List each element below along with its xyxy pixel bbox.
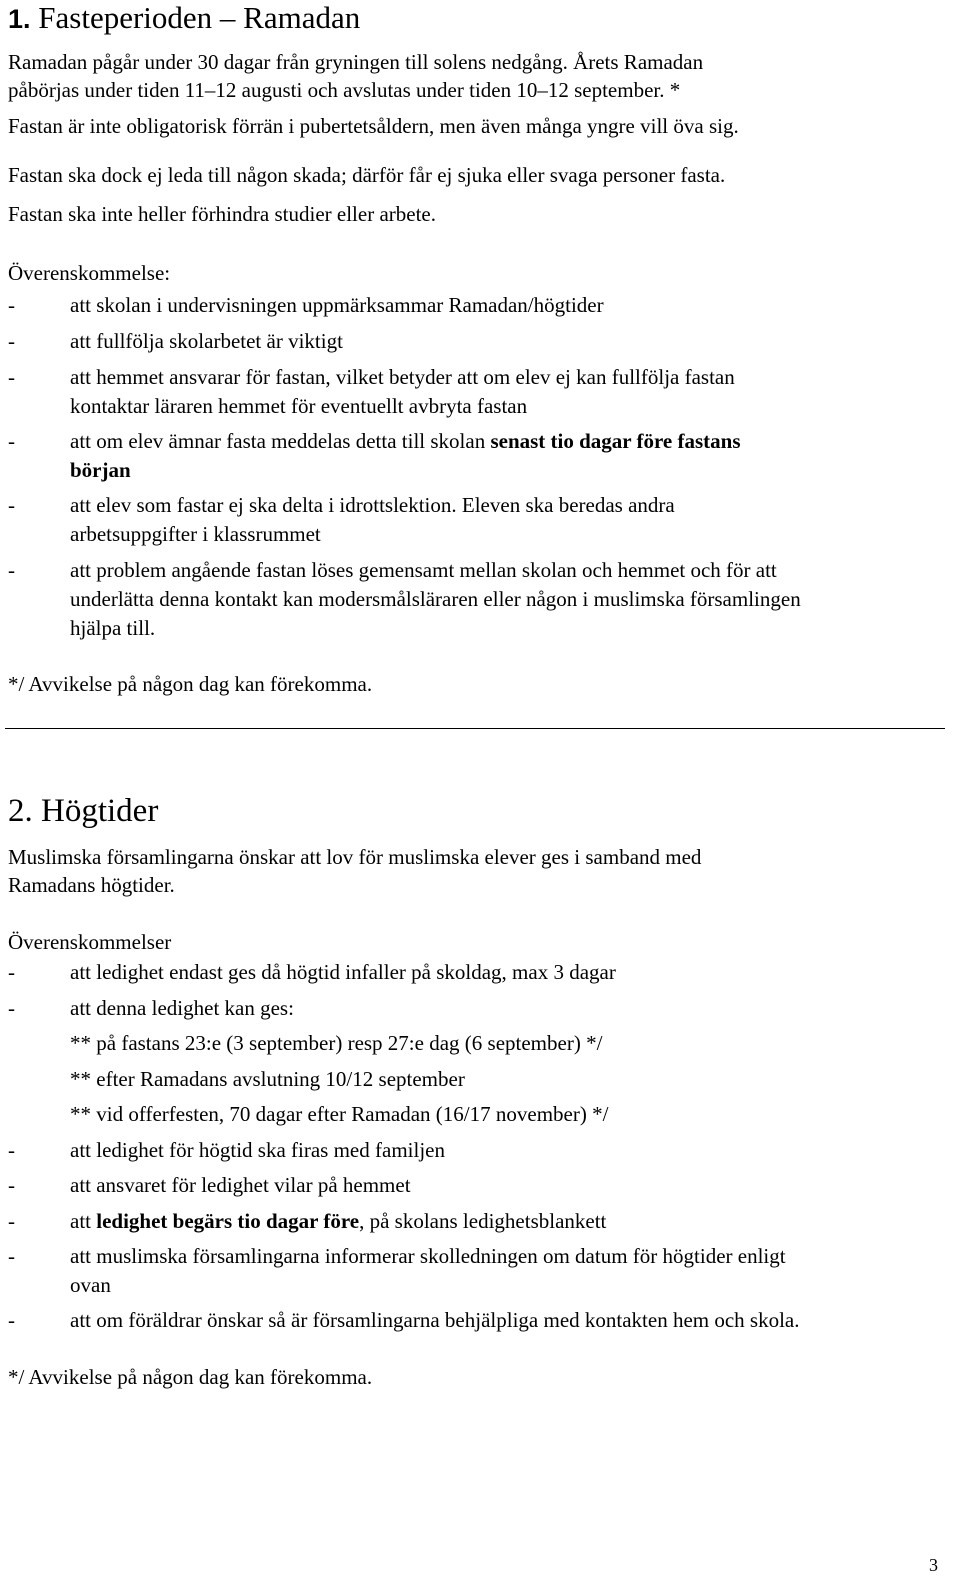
list-item: [70, 431, 741, 452]
list-item: att ledighet för högtid ska firas med familjen: [70, 1138, 445, 1162]
list-dash: -: [8, 293, 15, 317]
list-item: att om föräldrar önskar så är församlingarna behjälpliga med kontakten hem och skola.: [70, 1308, 800, 1332]
list-item-continuation: underlätta denna kontakt kan modersmålsläraren eller någon i muslimska församlingen: [70, 587, 801, 611]
section-divider: [5, 728, 945, 729]
section1-title: Fasteperioden – Ramadan: [38, 0, 361, 35]
list-item-continuation: arbetsuppgifter i klassrummet: [70, 522, 321, 546]
section2-intro-line: Ramadans högtider.: [8, 873, 175, 897]
list-dash: -: [8, 558, 15, 582]
list-item: att fullfölja skolarbetet är viktigt: [70, 329, 343, 353]
list-dash: -: [8, 1244, 15, 1268]
list-item: att denna ledighet kan ges:: [70, 996, 294, 1020]
list-item-continuation: hjälpa till.: [70, 616, 156, 640]
list-dash: -: [8, 1308, 15, 1332]
section1-intro-line: Fastan ska inte heller förhindra studier eller arbete.: [8, 202, 436, 226]
section1-intro-line: Fastan är inte obligatorisk förrän i pubertetsåldern, men även många yngre vill öva sig.: [8, 114, 739, 138]
section2-number: 2.: [8, 793, 33, 829]
list-item: att muslimska församlingarna informerar skolledningen om datum för högtider enligt: [70, 1244, 786, 1268]
list-item-continuation: ovan: [70, 1273, 111, 1297]
section1-intro-line: påbörjas under tiden 11–12 augusti och avslutas under tiden 10–12 september. *: [8, 78, 681, 102]
list-dash: -: [8, 1209, 15, 1233]
list-item: att ledighet endast ges då högtid infaller på skoldag, max 3 dagar: [70, 960, 616, 984]
list-item-text: att om elev ämnar fasta meddelas detta till skolan: [70, 429, 491, 453]
page-number: 3: [929, 1555, 938, 1575]
sub-list-item: ** på fastans 23:e (3 september) resp 27:e dag (6 september) */: [70, 1031, 603, 1055]
list-item: [70, 1211, 606, 1232]
section1-number: 1.: [8, 4, 31, 34]
emphasis-text: ledighet begärs tio dagar före: [96, 1209, 360, 1233]
list-dash: -: [8, 1138, 15, 1162]
list-dash: -: [8, 960, 15, 984]
list-dash: -: [8, 1173, 15, 1197]
list-dash: -: [8, 429, 15, 453]
list-dash: -: [8, 493, 15, 517]
section2-footnote: */ Avvikelse på någon dag kan förekomma.: [8, 1365, 373, 1389]
list-item: att ansvaret för ledighet vilar på hemmet: [70, 1173, 411, 1197]
list-dash: -: [8, 329, 15, 353]
list-dash: -: [8, 365, 15, 389]
emphasis-text: början: [70, 458, 131, 482]
list-item: att skolan i undervisningen uppmärksammar Ramadan/högtider: [70, 293, 604, 317]
section1-heading: [8, 2, 360, 33]
sub-list-item: ** efter Ramadans avslutning 10/12 september: [70, 1067, 465, 1091]
section2-title: Högtider: [41, 793, 159, 829]
section1-intro-line: Fastan ska dock ej leda till någon skada; därför får ej sjuka eller svaga personer fasta.: [8, 163, 726, 187]
emphasis-text: senast tio dagar före fastans: [490, 429, 741, 453]
section2-agreement-heading: Överenskommelser: [8, 930, 172, 954]
list-item: att problem angående fastan löses gemensamt mellan skolan och hemmet och för att: [70, 558, 777, 582]
section1-footnote: */ Avvikelse på någon dag kan förekomma.: [8, 672, 373, 696]
list-item-text: att: [70, 1209, 97, 1233]
section1-agreement-heading: Överenskommelse:: [8, 261, 171, 285]
list-item-continuation: kontaktar läraren hemmet för eventuellt avbryta fastan: [70, 394, 528, 418]
list-item: att elev som fastar ej ska delta i idrottslektion. Eleven ska beredas andra: [70, 493, 675, 517]
sub-list-item: ** vid offerfesten, 70 dagar efter Ramadan (16/17 november) */: [70, 1102, 609, 1126]
list-item-text: , på skolans ledighetsblankett: [359, 1209, 607, 1233]
list-item: att hemmet ansvarar för fastan, vilket betyder att om elev ej kan fullfölja fastan: [70, 365, 735, 389]
section2-intro-line: Muslimska församlingarna önskar att lov för muslimska elever ges i samband med: [8, 845, 702, 869]
list-dash: -: [8, 996, 15, 1020]
section1-intro-line: Ramadan pågår under 30 dagar från gryningen till solens nedgång. Årets Ramadan: [8, 50, 704, 74]
section2-heading: [8, 795, 158, 828]
